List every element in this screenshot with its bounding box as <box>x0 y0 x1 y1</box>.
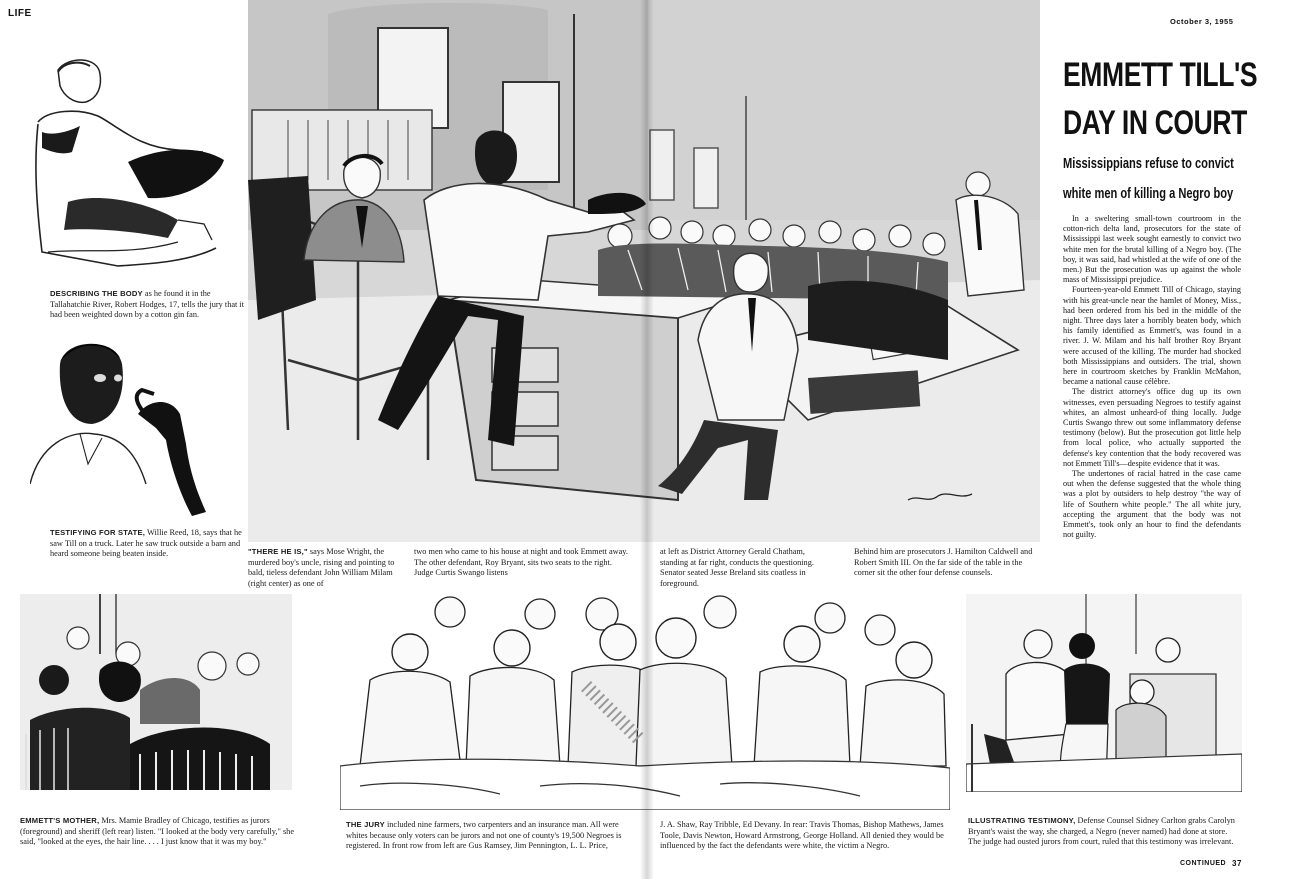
continued-label: CONTINUED <box>1180 860 1227 867</box>
caption-there-he-is-col3: at left as District Attorney Gerald Chatham, standing at far right, conducts the questioning. Senator seated Jesse Breland sits coatless in foreground. <box>660 547 814 588</box>
article-subtitle-line1: Mississippians refuse to convict <box>1063 155 1234 172</box>
caption-text: included nine farmers, two carpenters and an insurance man. All were whites because only voters can be jurors and not one of county's 19,500 Negroes is registered. In front row from left are Gus Ramsey, Jim Pennington, L. L. Price, <box>346 820 622 851</box>
page-gutter <box>640 0 654 879</box>
caption-text: as he found it in the Tallahatchie River, Robert Hodges, 17, tells the jury that it had been weighted down by a cotton gin fan. <box>50 289 245 320</box>
caption-lead: ILLUSTRATING TESTIMONY, <box>968 816 1076 825</box>
article-paragraph: The district attorney's office dug up its own witnesses, even persuading Negroes to testify against whites, an almost unheard-of thing locally. Judge Curtis Swango threw out some inflammatory defense testimony (below). But the prosecution got little help from local police, who actually supported the defense's key contention that the body recovered was not Emmett Till's—despite evidence that it was. <box>1063 387 1241 468</box>
article-body <box>1063 214 1241 564</box>
article-paragraph: In a sweltering small-town courtroom in the cotton-rich delta land, prosecutors for the state of Mississippi last week sought earnestly to convict two white men for the brutal killing of a Negro boy. (The boy, it was said, had whistled at the wife of one of the men.) But the prosecution was up against the whole mass of Mississippi prejudice. <box>1063 214 1241 285</box>
caption-the-jury-col2: J. A. Shaw, Ray Tribble, Ed Devany. In rear: Travis Thomas, Bishop Mathews, James Toole, Davis Newton, Howard Armstrong, George Holland. All denied they would be influenced by the fact the defendants were white, the victim a Negro. <box>660 820 944 851</box>
caption-there-he-is-col2: two men who came to his house at night and took Emmett away. The other defendant, Roy Bryant, sits two seats to the right. Judge Curtis Swango listens <box>414 547 628 578</box>
issue-date: October 3, 1955 <box>1170 17 1234 26</box>
caption-text: Mrs. Mamie Bradley of Chicago, testifies as jurors (foreground) and sheriff (left rear) listen. "I looked at the body very carefully," she said, "looked at the eyes, the hair line. . . . I just know that it was my boy." <box>20 816 295 847</box>
caption-lead: EMMETT'S MOTHER, <box>20 816 100 825</box>
article-title-line1: EMMETT TILL'S <box>1063 56 1258 94</box>
caption-text: Defense Counsel Sidney Carlton grabs Carolyn Bryant's waist the way, she charged, a Negro (never named) had done at store. The judge had ousted jurors from court, ruled that this testimony was irrelevant. <box>968 816 1235 847</box>
page-number: 37 <box>1232 859 1242 868</box>
caption-text: Willie Reed, 18, says that he saw Till on a truck. Later he saw truck outside a barn and heard someone being beaten inside. <box>50 528 242 559</box>
caption-text: says Mose Wright, the murdered boy's uncle, rising and pointing to bald, tieless defendant John William Milam (right center) as one of <box>248 547 395 588</box>
caption-illustrating-testimony <box>968 816 1242 848</box>
sketch-testifying-for-state <box>30 334 220 522</box>
sketch-illustrating-testimony <box>966 594 1242 792</box>
article-paragraph: Fourteen-year-old Emmett Till of Chicago, staying with his great-uncle near the hamlet of Money, Miss., had been ordered from his bed in the middle of the night. Three days later a horribly beaten body, which his family identified as Emmett's, was found in a river. J. W. Milam and his half brother Roy Bryant were accused of the killing. The murder had shocked both Mississippians and outsiders. The trial, shown here in courtroom sketches by Franklin McMahon, became a national cause célèbre. <box>1063 285 1241 387</box>
caption-lead: TESTIFYING FOR STATE, <box>50 528 146 537</box>
caption-there-he-is-col1 <box>248 547 398 589</box>
caption-describing-body <box>50 289 250 321</box>
article-subtitle-line2: white men of killing a Negro boy <box>1063 185 1234 202</box>
article-title-line2: DAY IN COURT <box>1063 104 1247 142</box>
caption-lead: DESCRIBING THE BODY <box>50 289 143 298</box>
caption-lead: THE JURY <box>346 820 385 829</box>
caption-the-jury-col1 <box>346 820 632 852</box>
article-paragraph: The undertones of racial hatred in the case came out when the defense suggested that the whole thing was a plot by outsiders to help destroy "the way of life of Southern white people." The all white jury, accepting the argument that the body was not Emmett's, took only an hour to find the defendants not guilty. <box>1063 469 1241 540</box>
caption-testifying-for-state <box>50 528 242 560</box>
sketch-describing-body <box>28 52 228 284</box>
magazine-folio: LIFE <box>8 8 32 19</box>
caption-lead: "THERE HE IS," <box>248 547 308 556</box>
caption-emmetts-mother <box>20 816 300 848</box>
sketch-emmetts-mother <box>20 594 292 790</box>
caption-there-he-is-col4: Behind him are prosecutors J. Hamilton Caldwell and Robert Smith III. On the far side of the table in the corner sit the other four defense counsels. <box>854 547 1033 578</box>
